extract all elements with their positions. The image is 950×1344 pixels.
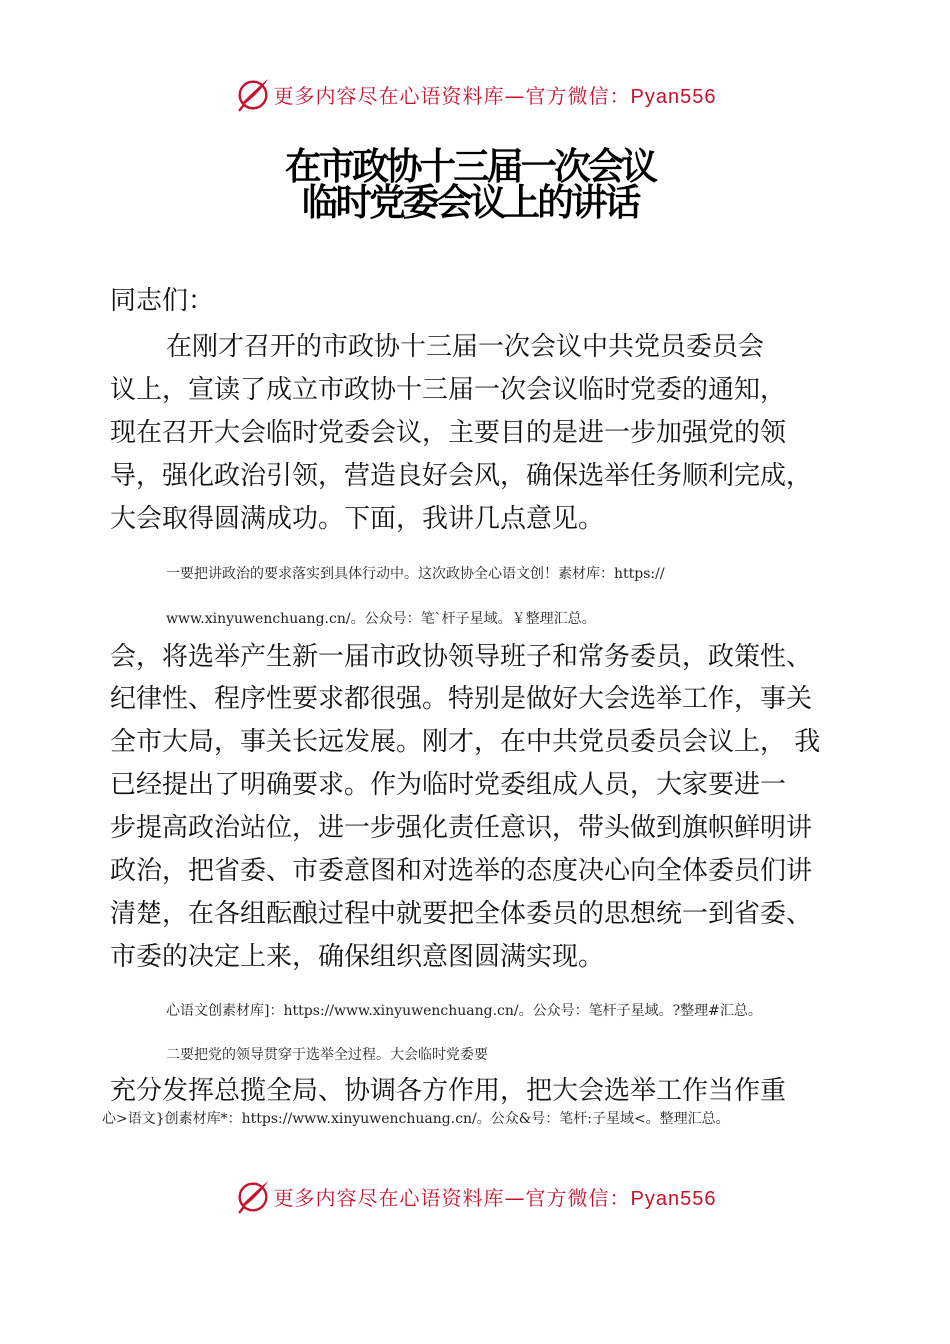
paragraph-2-line: 清楚，在各组酝酿过程中就要把全体委员的思想统一到省委、	[110, 899, 813, 929]
document-title-line-1: 在市政协十三届一次会议	[284, 145, 656, 188]
document-title-line-2: 临时党委会议上的讲话	[301, 181, 639, 224]
paragraph-1-line: 议上，宣读了成立市政协十三届一次会议临时党委的通知，	[110, 375, 787, 405]
banner-wechat-id: Pyan556	[630, 1187, 717, 1210]
watermark-note-line: www.xinyuwenchuang.cn/。公众号：笔`杆子星域。￥整理汇总。	[166, 611, 596, 627]
watermark-note: 心>语文}创素材库*：https://www.xinyuwenchuang.cn/。公众&号：笔杆:子星域<。整理汇总。	[102, 1111, 730, 1127]
section-heading-note: 二要把党的领导贯穿于选举全过程。大会临时党委要	[166, 1047, 488, 1063]
paragraph-1-line: 在刚才召开的市政协十三届一次会议中共党员委员会	[166, 332, 765, 362]
paragraph-2-line: 全市大局，事关长远发展。刚才，在中共党员委员会议上， 我	[110, 727, 821, 757]
banner-label	[274, 80, 717, 109]
banner-text: 更多内容尽在心语资料库—官方微信：	[273, 1185, 631, 1210]
paragraph-2-line: 政治，把省委、市委意图和对选举的态度决心向全体委员们讲	[110, 856, 813, 886]
paragraph-1-line: 大会取得圆满成功。下面，我讲几点意见。	[110, 504, 605, 534]
watermark-note-line: 一要把讲政治的要求落实到具体行动中。这次政协全心语文创！素材库：https://	[166, 566, 665, 582]
banner-label	[274, 1182, 717, 1211]
banner-text: 更多内容尽在心语资料库—官方微信：	[273, 83, 631, 108]
banner-wechat-id: Pyan556	[630, 85, 717, 108]
footer-banner	[0, 1174, 950, 1218]
watermark-note: 心语文创素材库]：https://www.xinyuwenchuang.cn/。公众号：笔杆子星域。?整理#汇总。	[166, 1003, 762, 1019]
quill-logo-icon	[234, 1177, 272, 1215]
paragraph-2-line: 纪律性、程序性要求都很强。特别是做好大会选举工作，事关	[110, 684, 813, 714]
paragraph-1-line: 现在召开大会临时党委会议，主要目的是进一步加强党的领	[110, 418, 787, 448]
greeting: 同志们：	[110, 286, 215, 316]
header-banner	[0, 72, 950, 116]
paragraph-2-line: 步提高政治站位，进一步强化责任意识，带头做到旗帜鲜明讲	[110, 813, 813, 843]
paragraph-3-line: 充分发挥总揽全局、协调各方作用，把大会选举工作当作重	[110, 1076, 787, 1106]
paragraph-2-line: 会，将选举产生新一届市政协领导班子和常务委员，政策性、	[110, 642, 813, 672]
paragraph-2-line: 已经提出了明确要求。作为临时党委组成人员，大家要进一	[110, 770, 787, 800]
quill-logo-icon	[234, 75, 272, 113]
paragraph-1-line: 导，强化政治引领，营造良好会风，确保选举任务顺利完成，	[110, 461, 813, 491]
paragraph-2-line: 市委的决定上来，确保组织意图圆满实现。	[110, 942, 605, 972]
